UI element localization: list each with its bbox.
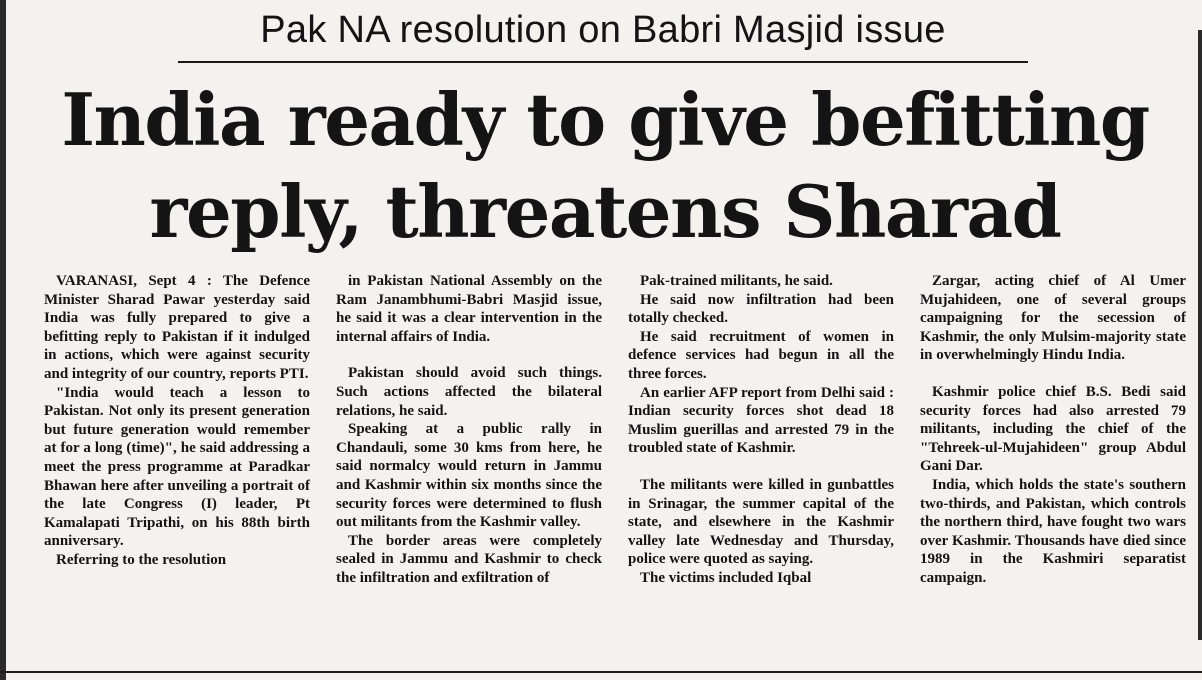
article-headline: India ready to give befitting reply, threatens Sharad	[61, 77, 1149, 254]
article-column-1	[44, 272, 310, 668]
article-paragraph: He said recruitment of women in defence services had begun in all the three forces.	[628, 328, 894, 382]
article-paragraph: An earlier AFP report from Delhi said : Indian security forces shot dead 18 Muslim guerillas and arrested 79 in the troubled state of Kashmir.	[628, 384, 894, 457]
page-edge-left	[0, 0, 6, 680]
article-kicker: Pak NA resolution on Babri Masjid issue	[260, 9, 946, 51]
article-paragraph: He said now infiltration had been totally checked.	[628, 291, 894, 327]
article-paragraph: The border areas were completely sealed in Jammu and Kashmir to check the infiltration and exfiltration of	[336, 532, 602, 586]
article-paragraph: VARANASI, Sept 4 : The Defence Minister Sharad Pawar yesterday said India was fully prepared to give a befitting reply to Pakistan if it indulged in actions, which were against security and integrity of our country, reports PTI.	[44, 273, 310, 382]
article-paragraph: Pakistan should avoid such things. Such actions affected the bilateral relations, he said.	[336, 365, 602, 419]
article-paragraph: Kashmir police chief B.S. Bedi said security forces had also arrested 79 militants, including the chief of the "Tehreek-ul-Mujahideen" group Abdul Gani Dar.	[920, 383, 1186, 475]
article-body	[44, 272, 1186, 668]
article-paragraph: in Pakistan National Assembly on the Ram Janambhumi-Babri Masjid issue, he said it was a clear intervention in the internal affairs of India.	[336, 273, 602, 345]
page-edge-right	[1198, 30, 1202, 640]
article-column-4	[920, 272, 1186, 668]
article-paragraph: India, which holds the state's southern two-thirds, and Pakistan, which controls the northern third, have fought two wars over Kashmir. Thousands have died since 1989 in the Kashmiri separatist campaign.	[920, 476, 1186, 586]
bottom-rule	[0, 671, 1202, 673]
article-paragraph: The victims included Iqbal	[640, 569, 812, 586]
article-paragraph: Pak-trained militants, he said.	[640, 273, 833, 289]
article-paragraph: Referring to the resolution	[56, 551, 227, 568]
article-column-3	[628, 272, 894, 668]
kicker-rule	[178, 61, 1028, 63]
article-column-2	[336, 272, 602, 668]
article-paragraph: "India would teach a lesson to Pakistan. Not only its present generation but future generation would remember at for a long (time)", he said addressing a meet the press programme at Paradkar Bhawan here after unveiling a portrait of the late Congress (I) leader, Pt Kamalapati Tripathi, on his 88th birth anniversary.	[44, 384, 310, 550]
article-paragraph: The militants were killed in gunbattles in Srinagar, the summer capital of the state, and elsewhere in the Kashmir valley late Wednesday and Thursday, police were quoted as saying.	[628, 476, 894, 568]
article-paragraph: Speaking at a public rally in Chandauli, some 30 kms from here, he said normalcy would return in Jammu and Kashmir within six months since the security forces were determined to flush out militants from the Kashmir valley.	[336, 421, 602, 531]
article-paragraph: Zargar, acting chief of Al Umer Mujahideen, one of several groups campaigning for the secession of Kashmir, the only Mulsim-majority state in overwhelmingly Hindu India.	[920, 273, 1186, 364]
